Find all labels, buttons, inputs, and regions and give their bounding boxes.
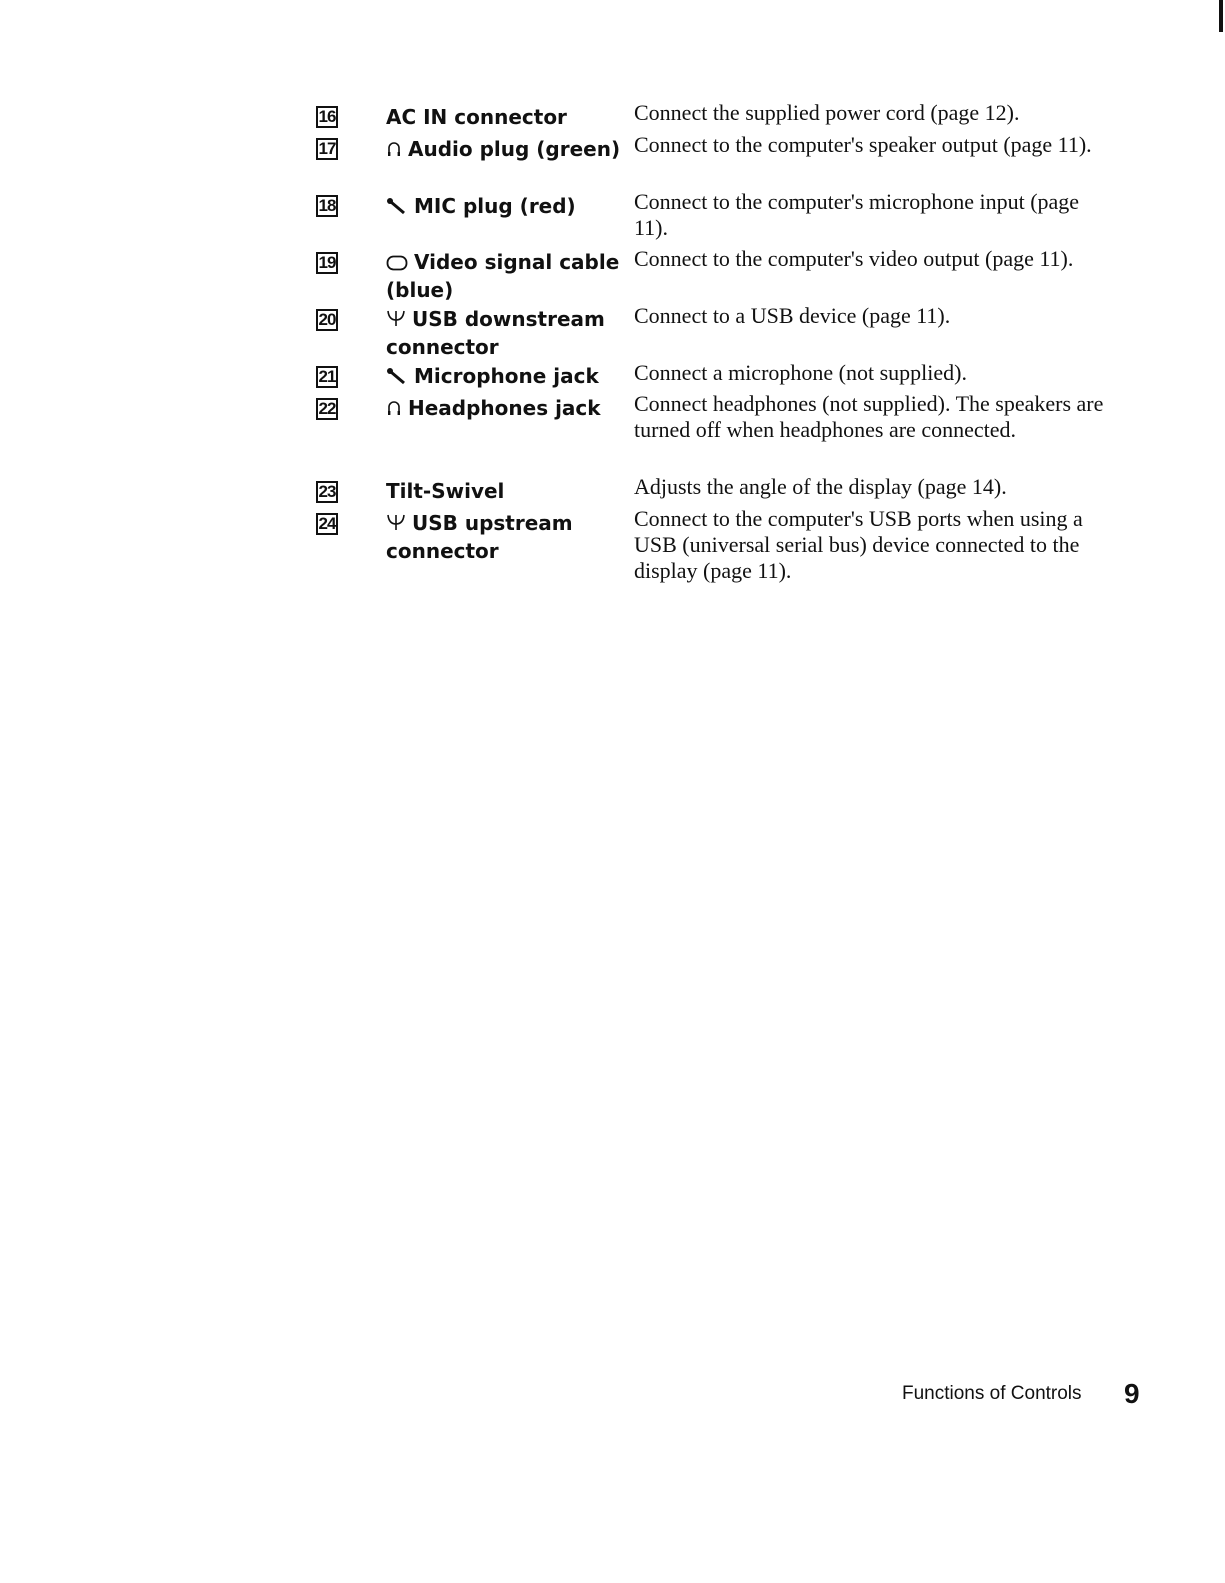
item-description: Connect to the computer's video output (page 11). [634, 246, 1074, 271]
page-number: 9 [1124, 1378, 1140, 1409]
term-text: AC IN connector [386, 105, 567, 129]
item-description: Connect headphones (not supplied). The speakers are turned off when headphones are connected. [634, 391, 1104, 442]
item-term [386, 363, 626, 391]
headphones-icon [386, 397, 402, 423]
item-term [386, 510, 626, 564]
term-text: MIC plug (red) [414, 194, 576, 218]
usb-icon [386, 512, 406, 538]
item-number: 19 [316, 252, 338, 274]
item-description: Adjusts the angle of the display (page 14). [634, 474, 1007, 499]
item-term [386, 136, 626, 164]
usb-icon [386, 308, 406, 334]
item-description: Connect to the computer's speaker output (page 11). [634, 132, 1092, 157]
item-number: 24 [316, 513, 338, 535]
item-number: 17 [316, 138, 338, 160]
item-description: Connect to the computer's microphone input (page 11). [634, 189, 1080, 240]
term-text: Audio plug (green) [408, 137, 621, 161]
microphone-icon [386, 365, 408, 391]
item-description: Connect to a USB device (page 11). [634, 303, 951, 328]
item-description: Connect the supplied power cord (page 12). [634, 100, 1020, 125]
item-description: Connect to the computer's USB ports when using a USB (universal serial bus) device connected to the display (page 11). [634, 506, 1083, 583]
item-number: 23 [316, 481, 338, 503]
term-text: Headphones jack [408, 396, 601, 420]
item-term [386, 478, 626, 504]
item-term [386, 306, 626, 360]
item-number: 22 [316, 398, 338, 420]
term-text: Microphone jack [414, 364, 599, 388]
item-number: 21 [316, 366, 338, 388]
microphone-icon [386, 195, 408, 221]
footer-section-title: Functions of Controls [902, 1383, 1082, 1404]
item-number: 16 [316, 106, 338, 128]
item-number: 20 [316, 309, 338, 331]
item-term [386, 395, 626, 423]
term-text: Tilt-Swivel [386, 479, 505, 503]
item-term [386, 193, 626, 221]
controls-list [0, 0, 1225, 620]
item-description: Connect a microphone (not supplied). [634, 360, 967, 385]
monitor-icon [386, 251, 408, 277]
item-number: 18 [316, 195, 338, 217]
term-text: USB upstream connector [386, 511, 573, 563]
item-term [386, 249, 626, 303]
term-text: Video signal cable (blue) [386, 250, 620, 302]
item-term [386, 104, 626, 130]
headphones-icon [386, 138, 402, 164]
term-text: USB downstream connector [386, 307, 605, 359]
